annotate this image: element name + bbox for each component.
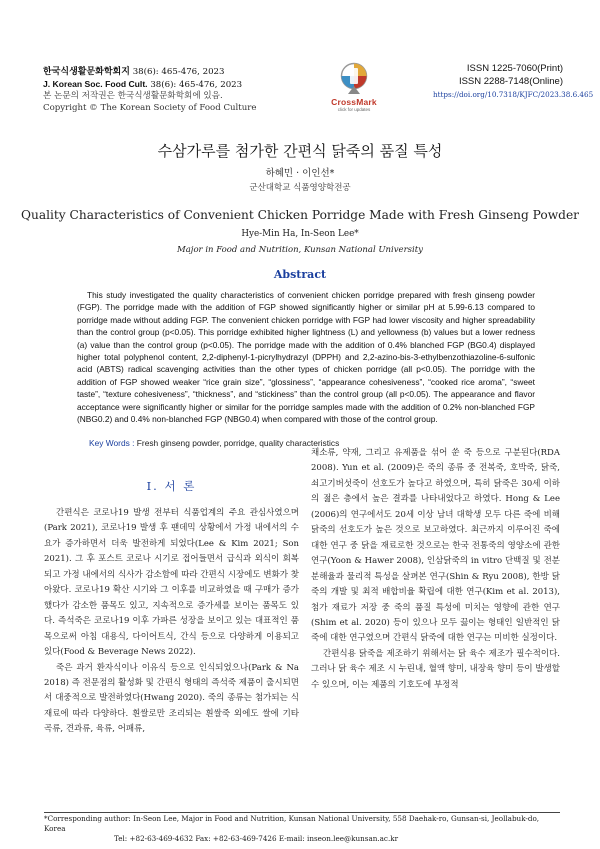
title-en: Quality Characteristics of Convenient Chicken Porridge Made with Fresh Ginseng Powder [20,208,580,222]
footnote-line-1: *Corresponding author: In-Seon Lee, Major in Food and Nutrition, Kunsan National University, 558 Daehak-ro, Gunsan-si, Jeollabuk-do, Korea [44,814,540,833]
issn-print: ISSN 1225-7060(Print) [466,63,563,74]
paragraph: 죽은 과거 환자식이나 이유식 등으로 인식되었으나(Park & Na 2018) 즉 전문점의 활성화 및 간편식 형태의 즉석죽 제품이 출시되면서 대중적으로 발전하였다(Hwang 2020). 죽의 종류는 첨가되는 식재료에 따라 다양하다. 흰쌀로만 조리되는 흰쌀죽 외에도 쌀에 기타 곡류, 견과류, 육류, 어패류, [44,662,299,735]
crossmark-sub: click for updates [337,107,371,112]
body-column-right [311,446,560,693]
authors-en: Hye-Min Ha, In-Seon Lee* [241,229,359,239]
keywords-text: Fresh ginseng powder, porridge, quality characteristics [136,438,340,448]
paragraph: 간편식용 닭죽을 제조하기 위해서는 닭 육수 제조가 필수적이다. 그러나 닭 육수 제조 시 누린내, 혈액 향미, 내장육 향미 등이 발생할 수 있으며, 이는 제품의 기호도에 부정적 [311,648,560,690]
journal-volume-ko: 38(6): 465-476, 2023 [132,67,225,77]
section-title: Ⅰ. 서 론 [146,479,197,493]
crossmark-badge[interactable] [323,62,385,112]
journal-name-ko: 한국식생활문화학회지 [43,66,130,76]
paragraph: 간편식은 코로나19 발생 전부터 식품업계의 주요 관심사였으며(Park 2021), 코로나19 발생 후 팬데믹 상황에서 가정 내에서의 수요가 증가하면서 더욱 발전하게 되었다(Lee & Kim 2021; Son 2021). 그 후 포스트 코로나 시기로 접어들면서 급식과 외식이 회복되고 가정 내에서의 식사가 감소함에 따라 간편식 시장에도 변화가 찾아왔다. 코로나19 확산 시기와 그 이후를 비교하였을 때 구매가 증가했다가 감소한 품목도 있고, 지속적으로 증가세를 보이는 품목도 있다. 즉석죽은 코로나19 이후 가파른 성장을 보이고 있는 대표적인 품목으로써 아침 대용식, 다이어트식, 간식 등으로 다양하게 이용되고 있다(Food & Beverage News 2022). [44,508,299,658]
paragraph: 채소류, 약재, 그리고 유제품을 섞어 쑨 죽 등으로 구분된다(RDA 2008). Yun et al. (2009)은 죽의 종류 중 전복죽, 호박죽, 닭죽, 쇠고기버섯죽이 선호도가 높다고 하였으며, 특히 닭죽은 30세 이하의 젊은 층에서 높은 결과를 나타내었다고 하였다. Hong & Lee (2006)의 연구에서도 20세 이상 남녀 대학생 모두 다른 죽에 비해 닭죽의 선호도가 높은 것으로 보고하였다. 최근까지 이루어진 죽에 대한 연구 중 닭을 재료로한 것으로는 한국 전통죽의 영양소에 관한 연구(Yoon & Hawer 2008), 인삼닭죽의 in vitro 단백질 및 전분 분해율과 물리적 특성을 살펴본 연구(Shin & Ryu 2008), 한방 닭죽의 개발 및 최적 배합비율 확립에 대한 연구(Kim et al. 2013), 첨가 재료가 저장 중 죽의 품질 특성에 미치는 영향에 관한 연구(Shim et al. 2020) 등이 있으나 모두 끓이는 형태인 일반적인 닭죽에 대한 연구였으며 간편식 닭죽에 대한 연구는 미비한 실정이다. [311,448,560,644]
doi-link[interactable]: https://doi.org/10.7318/KJFC/2023.38.6.465 [433,90,594,99]
title-ko: 수삼가루를 첨가한 간편식 닭죽의 품질 특성 [157,142,443,160]
copyright-en: Copyright © The Korean Society of Food Culture [43,102,257,113]
keywords-label: Key Words : [89,438,135,448]
affiliation-ko: 군산대학교 식품영양학전공 [249,183,351,193]
authors-ko: 하혜민 · 이인선* [265,168,335,179]
crossmark-label: CrossMark [331,97,377,107]
affiliation-en: Major in Food and Nutrition, Kunsan National University [177,245,423,255]
footnote [44,814,560,844]
footnote-rule [44,812,560,813]
journal-volume-en: 38(6): 465-476, 2023 [150,79,243,90]
journal-header [43,66,257,114]
footnote-line-2: Tel: +82-63-469-4632 Fax: +82-63-469-7426 E-mail: inseon.lee@kunsan.ac.kr [114,834,399,843]
issn-online: ISSN 2288-7148(Online) [458,76,563,87]
crossmark-icon [339,62,369,96]
abstract-body: This study investigated the quality characteristics of convenient chicken porridge prepared with fresh ginseng powder (FGP). The porridge made with the addition of FGP showed significantly higher or similar pH at 5.99-6.13 compared to porridge made without adding FGP. The convenient chicken porridge with FGP had lower viscosity and higher spreadability than the control group (p<0.05). This porridge exhibited higher lightness (L) and yellowness (b) values but a lower redness (a) value than the control group (p<0.05). The porridge made with the addition of 0.4% blanched FGP (BG0.4) displayed higher total polyphenol content, 2,2-diphenyl-1-picrylhydrazyl (DPPH) and 2,2-azino-bis-3-ethylbenzothiazoline-6-sulfonic acid (ABTS) radical scavenging activities than the other types of chicken porridge (all p<0.05). The porridge with the addition of FGP showed weaker “rice grain size”, “glossiness”, “appearance cohesiveness”, “cooked rice aroma”, “sweet taste”, “texture cohesiveness”, “thickness”, and “stickiness” than the control group (all p<0.05). The appearance and flavor acceptance were significantly higher or similar for the porridge samples made with the addition of 0.2% non-blanched FGP (NBG0.2) and 0.4% non-blanched FGP (NBG0.4) when compared with those of the control group. [77,290,535,425]
copyright-ko: 본 논문의 저작권은 한국식생활문화학회에 있음. [43,91,223,101]
journal-name-en: J. Korean Soc. Food Cult. [43,78,148,89]
issn-block [433,62,594,101]
body-column-left [44,506,299,738]
abstract-heading: Abstract [273,268,327,281]
